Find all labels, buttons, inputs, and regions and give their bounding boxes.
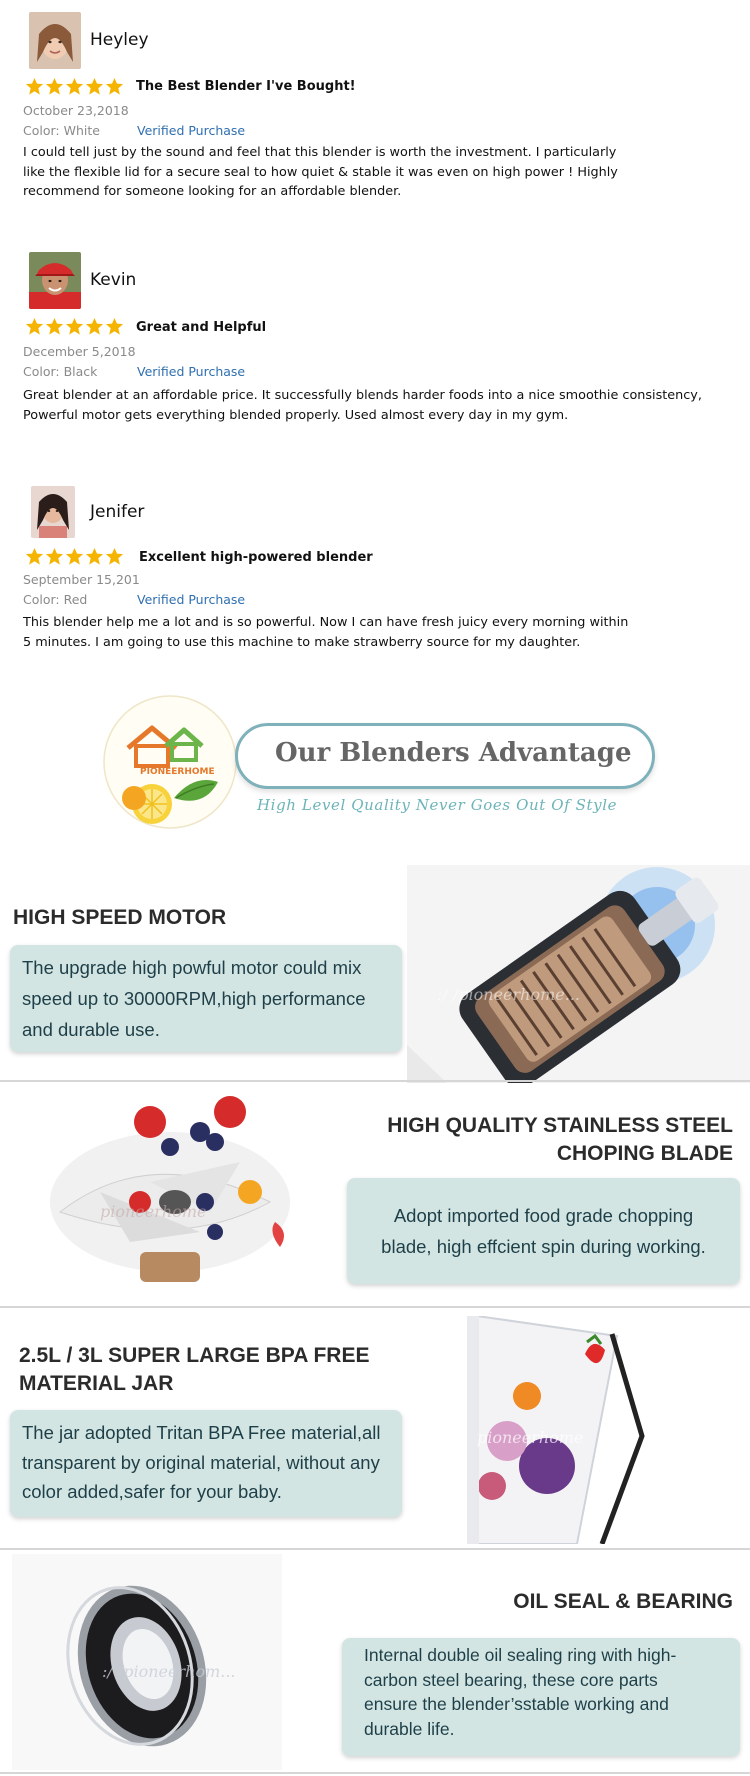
- review-body-line: like the flexible lid for a secure seal to how quiet & stable it was even on high power ! Highly: [23, 164, 618, 180]
- feature-description: [22, 1418, 381, 1507]
- review-date: December 5,2018: [23, 344, 136, 359]
- reviewer-name: Jenifer: [90, 502, 145, 522]
- star-icon: [45, 317, 64, 336]
- star-icon: [25, 77, 44, 96]
- star-icon: [25, 547, 44, 566]
- review-title: The Best Blender I've Bought!: [136, 79, 356, 94]
- feature-title-line: HIGH QUALITY STAINLESS STEEL: [387, 1114, 733, 1137]
- avatar: [29, 252, 81, 309]
- star-icon: [105, 547, 124, 566]
- logo-text: PIONEERHOME: [140, 767, 215, 777]
- feature-text-line: blade, high effcient spin during working.: [381, 1236, 706, 1257]
- feature-text-line: transparent by original material, without any: [22, 1451, 380, 1473]
- verified-purchase-link[interactable]: Verified Purchase: [137, 123, 246, 138]
- feature-oil-seal-bearing: [0, 1550, 750, 1774]
- feature-title: [513, 1588, 733, 1616]
- feature-title-line: OIL SEAL & BEARING: [513, 1590, 733, 1613]
- star-icon: [85, 317, 104, 336]
- blade-image: [0, 1082, 305, 1298]
- banner-heading: Our Blenders Advantage: [275, 738, 632, 768]
- feature-text-line: color added,safer for your baby.: [22, 1481, 282, 1502]
- pioneerhome-logo: [100, 690, 245, 830]
- motor-image: [407, 865, 750, 1083]
- feature-bpa-free-jar: [0, 1308, 750, 1548]
- verified-purchase-link[interactable]: Verified Purchase: [137, 364, 246, 379]
- jar-image: [467, 1316, 720, 1544]
- feature-description: [347, 1200, 740, 1262]
- review-body: [23, 386, 702, 425]
- review-body-line: recommend for someone looking for an affordable blender.: [23, 184, 402, 199]
- review-title: Great and Helpful: [136, 320, 267, 335]
- review-body-line: This blender help me a lot and is so powerful. Now I can have fresh juicy every morning within: [23, 615, 629, 630]
- feature-description: [364, 1643, 676, 1741]
- feature-text-line: ensure the blender’sstable working and: [364, 1694, 669, 1714]
- review-body-line: I could tell just by the sound and feel that this blender is worth the investment. I particularly: [23, 145, 617, 160]
- feature-high-speed-motor: [0, 860, 750, 1080]
- feature-description: [22, 952, 366, 1045]
- avatar: [29, 12, 81, 69]
- watermark: :/ /pioneerhom...: [102, 1662, 236, 1681]
- review-date: October 23,2018: [23, 103, 129, 118]
- review-title: Excellent high-powered blender: [139, 550, 373, 565]
- feature-stainless-steel-blade: [0, 1082, 750, 1300]
- review-date: September 15,201: [23, 572, 140, 587]
- review-jenifer: [0, 472, 750, 672]
- feature-title-line: CHOPING BLADE: [556, 1142, 733, 1165]
- review-kevin: [0, 240, 750, 440]
- review-color: Color: Red: [23, 592, 88, 607]
- star-rating: [25, 547, 124, 569]
- star-icon: [65, 317, 84, 336]
- feature-title-line: HIGH SPEED MOTOR: [13, 906, 227, 929]
- verified-purchase-link[interactable]: Verified Purchase: [137, 592, 246, 607]
- feature-title-line: MATERIAL JAR: [19, 1372, 174, 1395]
- feature-text-line: speed up to 30000RPM,high performance: [22, 988, 366, 1009]
- bearing-image: [12, 1554, 282, 1770]
- star-icon: [85, 547, 104, 566]
- watermark: pioneerhome: [100, 1202, 207, 1221]
- feature-title-line: 2.5L / 3L SUPER LARGE BPA FREE: [19, 1344, 370, 1367]
- star-icon: [105, 77, 124, 96]
- review-body: [23, 143, 683, 202]
- avatar: [31, 486, 75, 538]
- advantage-banner: [100, 690, 670, 830]
- review-body-line: Powerful motor gets everything blended properly. Used almost every day in my gym.: [23, 407, 569, 423]
- section-divider: [0, 1772, 750, 1774]
- feature-text-line: durable life.: [364, 1718, 455, 1739]
- star-icon: [85, 77, 104, 96]
- feature-title: [13, 904, 226, 932]
- review-heyley: [0, 0, 750, 210]
- star-icon: [45, 547, 64, 566]
- feature-text-line: carbon steel bearing, these core parts: [364, 1669, 658, 1690]
- feature-title: [19, 1342, 369, 1398]
- star-rating: [25, 317, 124, 339]
- star-icon: [105, 317, 124, 336]
- feature-text-line: and durable use.: [22, 1019, 160, 1040]
- star-rating: [25, 77, 124, 99]
- star-icon: [65, 547, 84, 566]
- review-color: Color: Black: [23, 364, 98, 379]
- watermark: pioneerhome: [477, 1428, 584, 1447]
- reviewer-name: Heyley: [90, 30, 149, 50]
- review-body-line: Great blender at an affordable price. It successfully blends harder foods into a nice smoothie consistency,: [23, 388, 702, 403]
- review-body: [23, 613, 683, 652]
- feature-title: [387, 1112, 733, 1168]
- banner-subheading: High Level Quality Never Goes Out Of Style: [257, 796, 618, 814]
- review-color: Color: White: [23, 123, 100, 138]
- feature-text-line: The jar adopted Tritan BPA Free material,all: [22, 1422, 381, 1443]
- feature-text-line: Internal double oil sealing ring with high-: [364, 1645, 677, 1665]
- reviewer-name: Kevin: [90, 270, 137, 290]
- watermark: :/ /pioneerhome...: [437, 985, 580, 1004]
- feature-text-line: The upgrade high powful motor could mix: [22, 957, 362, 978]
- star-icon: [25, 317, 44, 336]
- star-icon: [45, 77, 64, 96]
- review-body-line: 5 minutes. I am going to use this machine to make strawberry source for my daughter.: [23, 634, 581, 650]
- feature-text-line: Adopt imported food grade chopping: [393, 1205, 694, 1226]
- star-icon: [65, 77, 84, 96]
